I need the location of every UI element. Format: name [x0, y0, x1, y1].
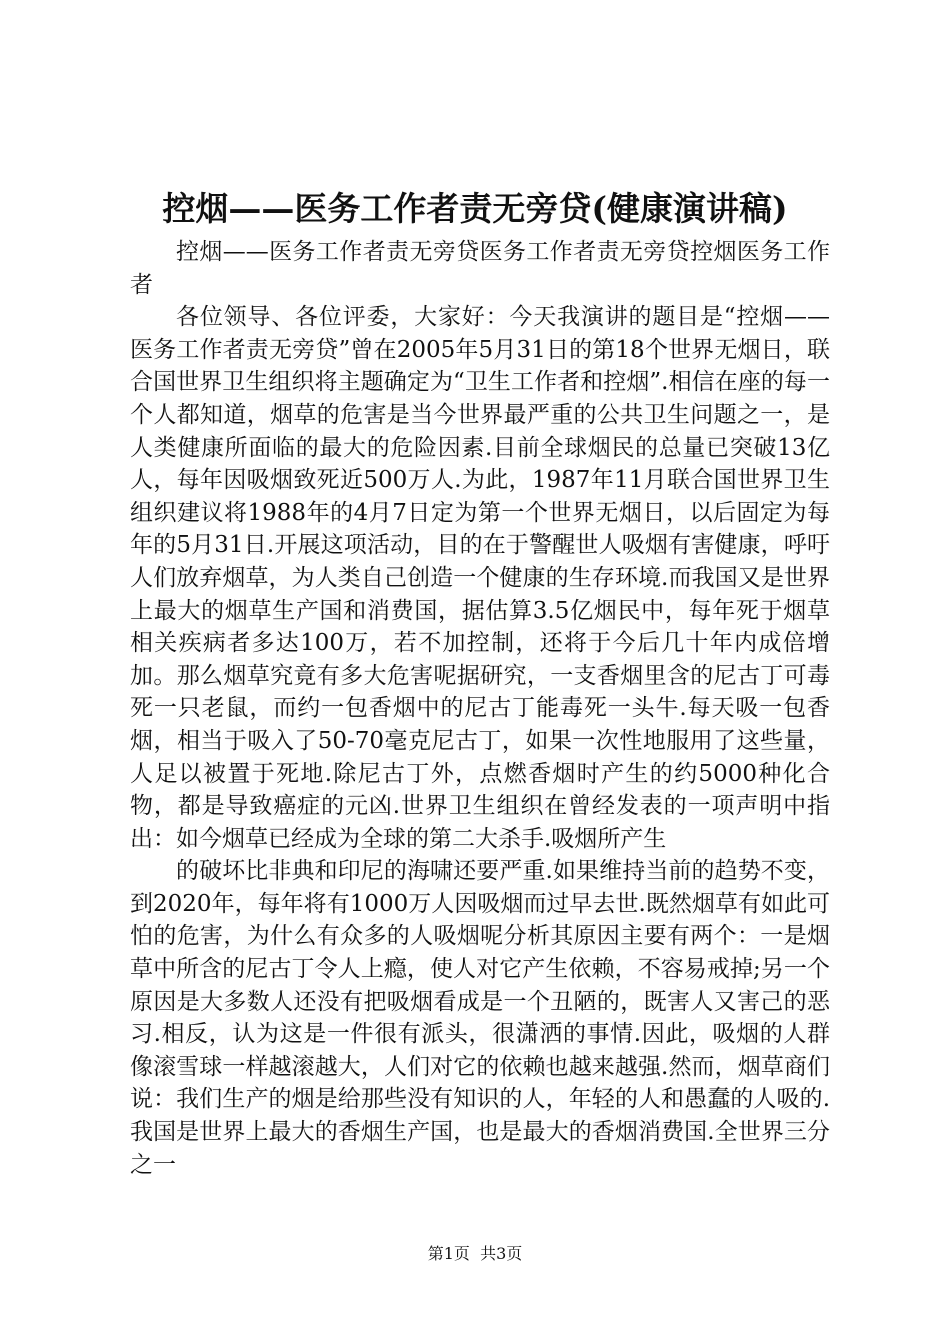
- paragraph-speech-opening: 各位领导、各位评委，大家好：今天我演讲的题目是“控烟——医务工作者责无旁贷”曾在2005年5月31日的第18个世界无烟日，联合国世界卫生组织将主题确定为“卫生工作者和控烟”.相信在座的每一个人都知道，烟草的危害是当今世界最严重的公共卫生问题之一，是人类健康所面临的最大的危险因素.目前全球烟民的总量已突破13亿人，每年因吸烟致死近500万人.为此，1987年11月联合国世界卫生组织建议将1988年的4月7日定为第一个世界无烟日，以后固定为每年的5月31日.开展这项活动，目的在于警醒世人吸烟有害健康，呼吁人们放弃烟草，为人类自己创造一个健康的生存环境.而我国又是世界上最大的烟草生产国和消费国，据估算3.5亿烟民中，每年死于烟草相关疾病者多达100万，若不加控制，还将于今后几十年内成倍增加。那么烟草究竟有多大危害呢据研究，一支香烟里含的尼古丁可毒死一只老鼠，而约一包香烟中的尼古丁能毒死一头牛.每天吸一包香烟，相当于吸入了50-70毫克尼古丁，如果一次性地服用了这些量，人足以被置于死地.除尼古丁外，点燃香烟时产生的约5000种化合物，都是导致癌症的元凶.世界卫生组织在曾经发表的一项声明中指出：如今烟草已经成为全球的第二大杀手.吸烟所产生: [130, 304, 830, 852]
- page-number-footer: 第1页 共3页: [427, 1244, 523, 1263]
- paragraph-speech-continued: 的破坏比非典和印尼的海啸还要严重.如果维持当前的趋势不变，到2020年，每年将有1000万人因吸烟而过早去世.既然烟草有如此可怕的危害，为什么有众多的人吸烟呢分析其原因主要有两个：一是烟草中所含的尼古丁令人上瘾，使人对它产生依赖，不容易戒掉;另一个原因是大多数人还没有把吸烟看成是一个丑陋的，既害人又害己的恶习.相反，认为这是一件很有派头，很潇洒的事情.因此，吸烟的人群像滚雪球一样越滚越大，人们对它的依赖也越来越强.然而，烟草商们说：我们生产的烟是给那些没有知识的人，年轻的人和愚蠢的人吸的.我国是世界上最大的香烟生产国，也是最大的香烟消费国.全世界三分之一: [130, 858, 830, 1178]
- document-body: [130, 236, 830, 1181]
- document-title: 控烟——医务工作者责无旁贷(健康演讲稿): [162, 189, 788, 228]
- paragraph-subtitle: 控烟——医务工作者责无旁贷医务工作者责无旁贷控烟医务工作者: [130, 239, 830, 298]
